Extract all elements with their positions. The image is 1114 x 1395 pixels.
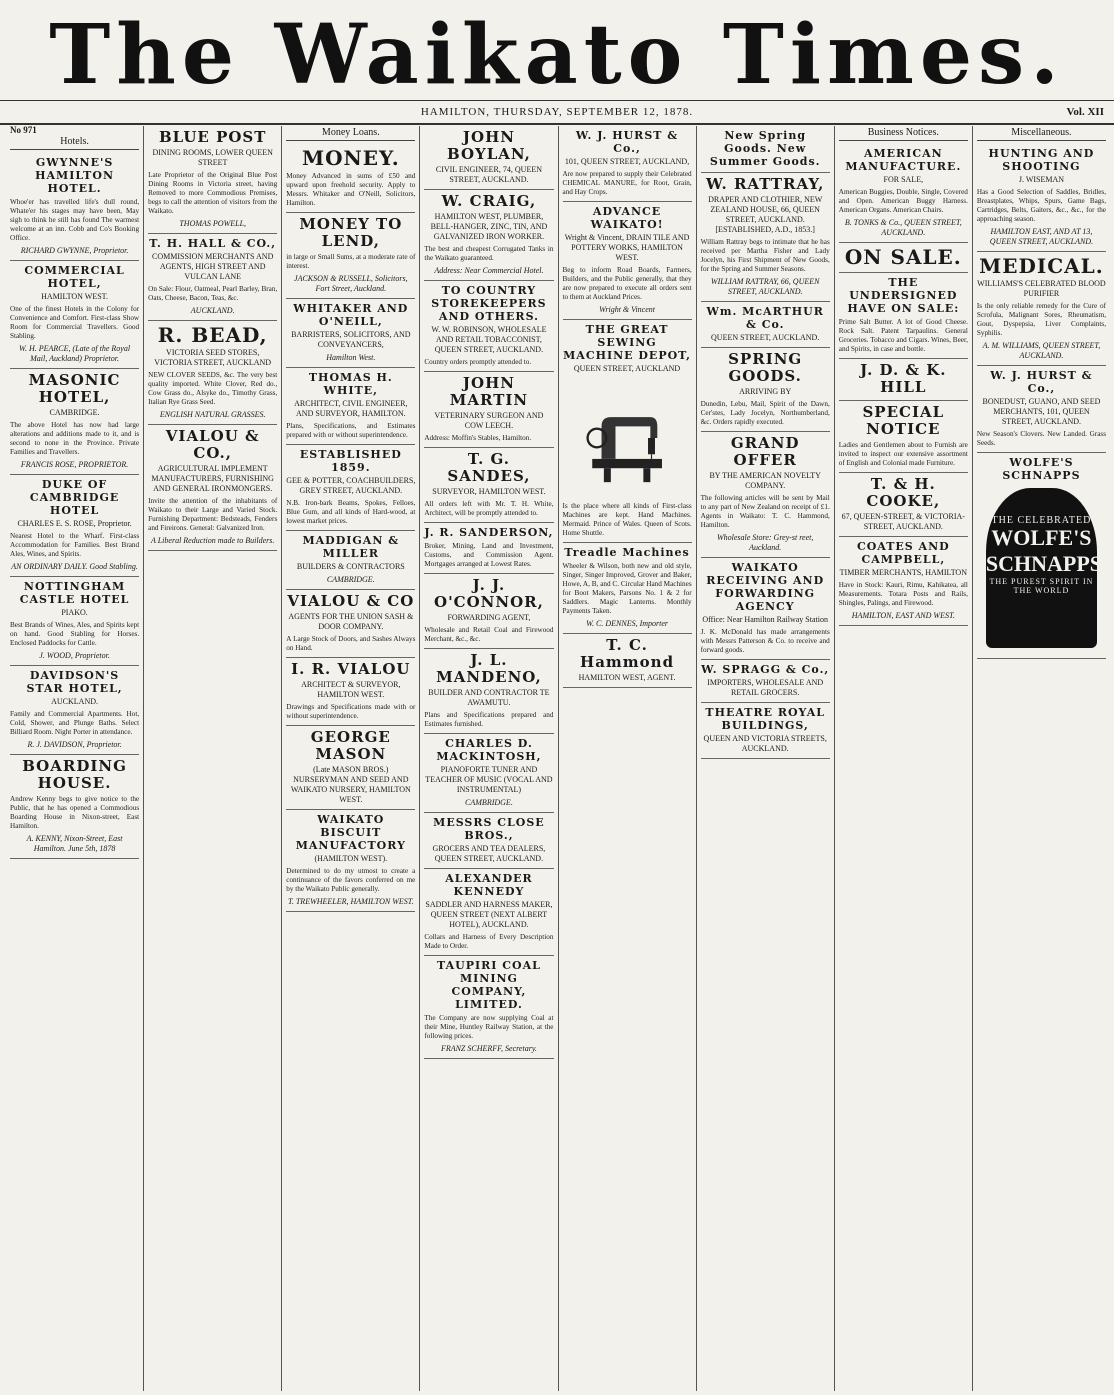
advertisement-body: Whoe'er has travelled life's dull round, Whate'er his stages may have been, May sigh to think he still has found The warmest welcome at an inn. Cobb and Co's Booking Office. (10, 198, 140, 243)
advertisement (839, 243, 968, 273)
advertisement-body: Family and Commercial Apartments. Hot, Cold, Shower, and Plunge Baths. Select Billiard Room. Night Porter in attendance. (10, 710, 140, 737)
advertisement-body: New Season's Clovers. New Landed. Grass Seeds. (976, 430, 1106, 447)
masthead (0, 0, 1114, 103)
advertisement-heading: WHITAKER AND O'NEILL, (293, 302, 409, 328)
advertisement-subheading: GROCERS AND TEA DEALERS, QUEEN STREET, AUCKLAND. (432, 844, 546, 863)
advertisement-signature: Address: Near Commercial Hotel. (434, 266, 544, 275)
advertisement-body: in large or Small Sums, at a moderate rate of interest. (286, 253, 416, 270)
advertisement-signature: HAMILTON EAST, AND AT 13, QUEEN STREET, AUCKLAND. (989, 227, 1094, 246)
advertisement-body: American Buggies, Double, Single, Covered and Open. American Buggy Harness. American Organs. American Chairs. (838, 188, 968, 214)
advertisement-signature: THOMAS POWELL, (179, 219, 247, 228)
advertisement (839, 473, 968, 537)
advertisement-body: Address: Moffin's Stables, Hamilton. (424, 434, 532, 442)
column-8 (972, 126, 1110, 1391)
advertisement (148, 126, 277, 234)
advertisement (701, 558, 830, 660)
advertisement (286, 144, 415, 213)
advertisement (839, 273, 968, 359)
advertisement-signature: JACKSON & RUSSELL, Solicitors, Fort Street, Auckland. (294, 274, 408, 293)
advertisement-subheading: HAMILTON WEST, PLUMBER, BELL-HANGER, ZINC, TIN, AND GALVANIZED IRON WORKER. (430, 212, 548, 241)
advertisement-body: Andrew Kenny begs to give notice to the Public, that he has opened a Commodious Boarding House in Nixon-street, East Hamilton. (10, 795, 140, 831)
advertisement-subheading: 101, QUEEN STREET, AUCKLAND, (564, 157, 690, 166)
advertisement-heading: GEORGE MASON (310, 728, 391, 763)
advertisement-subheading: WILLIAMS'S CELEBRATED BLOOD PURIFIER (977, 279, 1106, 298)
advertisement-subheading: 67, QUEEN-STREET, & VICTORIA-STREET, AUCKLAND. (841, 512, 965, 531)
advertisement (10, 369, 139, 475)
advertisement-heading: WAIKATO RECEIVING AND FORWARDING AGENCY (706, 561, 825, 613)
advertisement-subheading: QUEEN AND VICTORIA STREETS, AUCKLAND. (703, 734, 827, 753)
advertisement-subheading: FOR SALE, (883, 175, 924, 184)
advertisement-subheading: SADDLER AND HARNESS MAKER, QUEEN STREET (NEXT ALBERT HOTEL), AUCKLAND. (425, 900, 553, 929)
advertisement-subheading: Office: Near Hamilton Railway Station (702, 615, 828, 624)
advertisement (701, 302, 830, 348)
advertisement (10, 755, 139, 859)
advertisement-subheading: J. WISEMAN (1018, 175, 1065, 184)
advertisement-heading: JOHN MARTIN (449, 374, 529, 409)
advertisement-subheading: AUCKLAND. (51, 697, 98, 707)
advertisement-signature: Wholesale Store: Grey-st reet, Auckland. (716, 533, 814, 552)
schnapps-label-top: THE CELEBRATED (991, 515, 1092, 526)
advertisement-subheading: ARCHITECT & SURVEYOR, HAMILTON WEST. (301, 680, 401, 699)
advertisement-subheading: DRAPER AND CLOTHIER, NEW ZEALAND HOUSE, 66, QUEEN STREET, AUCKLAND. [ESTABLISHED, A.D., 1853.] (708, 195, 823, 234)
advertisement-heading: J. J. O'CONNOR, (434, 576, 544, 611)
advertisement-subheading: VICTORIA SEED STORES, VICTORIA STREET, AUCKLAND (154, 348, 272, 367)
advertisement-signature: FRANZ SCHERFF, Secretary. (440, 1044, 537, 1053)
advertisement-heading: Wm. McARTHUR & Co. (706, 305, 824, 331)
advertisement (424, 574, 553, 649)
advertisement (563, 543, 692, 634)
advertisement-heading: GWYNNE'S HAMILTON HOTEL. (35, 156, 115, 196)
advertisement-subheading: W. W. ROBINSON, WHOLESALE AND RETAIL TOBACCONIST, QUEEN STREET, AUCKLAND. (431, 325, 547, 354)
column-heading: Hotels. (10, 135, 139, 150)
advertisement (839, 401, 968, 473)
advertisement (10, 666, 139, 755)
column-heading: Miscellaneous. (977, 126, 1106, 141)
dateline-bar (0, 100, 1114, 125)
advertisement-body: Is the place where all kinds of First-class Machines are kept. Hand Machines. Mermaid. Prince of Wales. Queen of Scots. Home Shuttle. (562, 502, 692, 537)
advertisement (10, 577, 139, 666)
advertisement (424, 126, 553, 190)
advertisement-body: The following articles will be sent by Mail to any part of New Zealand on receipt of £1. Agents in Waikato: T. C. Hammond, Hamilton. (700, 494, 830, 529)
advertisement (701, 348, 830, 432)
advertisement (839, 359, 968, 401)
advertisement-body: A Large Stock of Doors, and Sashes Always on Hand. (286, 635, 416, 652)
advertisement-body: J. K. McDonald has made arrangements with Messrs Patterson & Co. to receive and forward goods. (700, 628, 830, 654)
advertisement-heading: W. RATTRAY, (705, 175, 825, 193)
advertisement (286, 658, 415, 726)
advertisement-heading: MASONIC HOTEL, (28, 371, 121, 407)
advertisement (563, 320, 692, 543)
advertisement-heading: DUKE OF CAMBRIDGE HOTEL (29, 478, 120, 518)
advertisement-signature: WILLIAM RATTRAY, 66, QUEEN STREET, AUCKLAND. (710, 277, 820, 296)
advertisement-subheading: ARRIVING BY (739, 387, 792, 396)
newspaper-title: The Waikato Times. (49, 7, 1065, 103)
advertisement-subheading: BUILDER AND CONTRACTOR TE AWAMUTU. (428, 688, 550, 707)
advertisement-signature: W. C. DENNES, Importer (586, 619, 669, 628)
advertisement-heading: WAIKATO BISCUIT MANUFACTORY (295, 813, 406, 852)
advertisement (148, 321, 277, 425)
dateline-text: HAMILTON, THURSDAY, SEPTEMBER 12, 1878. (420, 106, 694, 118)
advertisement-body: All orders left with Mr. T. H. White, Architect, will be promptly attended to. (424, 500, 554, 517)
advertisement-subheading: SURVEYOR, HAMILTON WEST. (432, 487, 546, 496)
column-7 (834, 126, 972, 1391)
column-4 (419, 126, 557, 1391)
advertisement (286, 299, 415, 368)
advertisement-signature: A. M. WILLIAMS, QUEEN STREET, AUCKLAND. (982, 341, 1101, 360)
advertisement-body: William Rattray begs to intimate that he has received per Martha Fisher and Lady Jocelyn, his First Shipment of New Goods, for the Spring and Summer Seasons. (700, 238, 830, 273)
column-6 (696, 126, 834, 1391)
advertisement-heading: T. H. HALL & CO., (149, 237, 277, 250)
advertisement-body: The best and cheapest Corrugated Tanks in the Waikato guaranteed. (424, 245, 554, 262)
advertisement-body: Have in Stock: Kauri, Rimu, Kahikatea, all Measurements. Totara Posts and Rails, Shingles, Palings, and Firewood. (838, 581, 968, 607)
advertisement-heading: W. J. HURST & Co., (990, 369, 1093, 395)
advertisement-heading: AMERICAN MANUFACTURE. (845, 147, 962, 173)
advertisement-subheading: CIVIL ENGINEER, 74, QUEEN STREET, AUCKLAND. (435, 165, 542, 184)
advertisement-body: Beg to inform Road Boards, Farmers, Builders, and the Public generally, that they are now prepared to execute all orders sent to them at Auckland Prices. (562, 266, 692, 301)
column-heading: Business Notices. (839, 126, 968, 141)
advertisement-heading: Treadle Machines (564, 546, 690, 559)
advertisement-body: Nearest Hotel to the Wharf. First-class Accommodation for Families. Best Brand Ales, Wines, and Spirits. (10, 532, 140, 559)
advertisement (424, 649, 553, 734)
advertisement-heading: R. BEAD, (157, 323, 268, 347)
advertisement (424, 281, 553, 372)
advertisement-signature: Hamilton West. (326, 353, 376, 362)
advertisement-subheading: BY THE AMERICAN NOVELTY COMPANY. (709, 471, 821, 490)
advertisement-body: Country orders promptly attended to. (424, 358, 532, 366)
advertisement (563, 126, 692, 202)
advertisement (701, 126, 830, 173)
column-2 (143, 126, 281, 1391)
advertisement (286, 726, 415, 810)
advertisement-subheading: BONEDUST, GUANO, AND SEED MERCHANTS, 101, QUEEN STREET, AUCKLAND. (982, 397, 1101, 426)
advertisement-heading: BLUE POST (158, 128, 267, 146)
advertisement-subheading: Wright & Vincent, DRAIN TILE AND POTTERY WORKS, HAMILTON WEST. (564, 233, 690, 262)
advertisement-heading: I. R. VIALOU (291, 660, 411, 678)
advertisement (977, 144, 1106, 252)
advertisement-heading: New Spring Goods. New Summer Goods. (709, 129, 821, 168)
advertisement-signature: W. H. PEARCE, (Late of the Royal Mail, Auckland) Proprietor. (19, 344, 131, 364)
advertisement-heading: W. CRAIG, (441, 192, 537, 210)
advertisement-signature: A. KENNY, Nixon-Street, East Hamilton. June 5th, 1878 (26, 834, 123, 854)
advertisement-body: Wheeler & Wilson, both new and old style, Singer, Singer Improved, Grover and Baker, Howe, A, B, and C. Circular Hand Machines for Boot Makers, Parsons No. 1 & 2 for Saddlers. Magic Lanterns. Monthly Payments Taken. (562, 562, 692, 615)
advertisement (286, 810, 415, 912)
advertisement-heading: GRAND OFFER (730, 434, 800, 469)
advertisement (701, 173, 830, 302)
advertisement-heading: DAVIDSON'S STAR HOTEL, (26, 669, 123, 696)
advertisement-heading: CHARLES D. MACKINTOSH, (436, 737, 542, 763)
advertisement (148, 425, 277, 551)
advertisement (977, 366, 1106, 453)
advertisement-heading: VIALOU & CO., (165, 427, 260, 462)
issue-number: No 971 (10, 126, 37, 135)
advertisement-subheading: HAMILTON WEST, AGENT. (578, 673, 676, 682)
advertisement (977, 252, 1106, 366)
advertisement-subheading: PIANOFORTE TUNER AND TEACHER OF MUSIC (VOCAL AND INSTRUMENTAL) (425, 765, 553, 794)
schnapps-label-name: WOLFE'S SCHNAPPS (985, 525, 1103, 577)
column-1 (6, 126, 143, 1391)
advertisement (424, 869, 553, 956)
advertisement-subheading: CHARLES E. S. ROSE, Proprietor. (17, 519, 132, 529)
advertisement-subheading: QUEEN STREET, AUCKLAND (573, 364, 681, 373)
advertisement-heading: J. D. & K. HILL (860, 361, 947, 396)
advertisement-heading: MEDICAL. (979, 254, 1104, 278)
advertisement-subheading: (HAMILTON WEST). (314, 854, 388, 863)
advertisement-subheading: IMPORTERS, WHOLESALE AND RETAIL GROCERS. (707, 678, 824, 697)
advertisement-body: Drawings and Specifications made with or without superintendence. (286, 703, 416, 720)
advertisement-subheading: AGENTS FOR THE UNION SASH & DOOR COMPANY. (288, 612, 414, 631)
advertisement-subheading: QUEEN STREET, AUCKLAND. (711, 333, 820, 342)
column-heading: Money Loans. (286, 126, 415, 141)
advertisement-body: Ladies and Gentlemen about to Furnish are invited to inspect our extensive assortment of English and Colonial made Furniture. (838, 441, 968, 467)
advertisement (839, 144, 968, 243)
advertisement (424, 734, 553, 813)
advertisement-body: Determined to do my utmost to create a continuance of the favors conferred on me by the Waikato Public generally. (286, 867, 416, 893)
advertisement-body: N.B. Iron-bark Beams, Spokes, Felloes, Blue Gum, and all kinds of Hard-wood, at lowest market prices. (286, 499, 416, 525)
advertisement-subheading: (Late MASON BROS.) NURSERYMAN AND SEED AND WAIKATO NURSERY, HAMILTON WEST. (290, 765, 411, 804)
advertisement-heading: MESSRS CLOSE BROS., (433, 816, 545, 842)
advertisement-body: Broker, Mining, Land and Investment, Customs, and Commission Agent. Mortgages arranged at Lowest Rates. (424, 542, 554, 568)
advertisement-signature: RICHARD GWYNNE, Proprietor. (20, 246, 129, 256)
advertisement-subheading: FORWARDING AGENT, (447, 613, 531, 622)
advertisement-heading: VIALOU & CO (287, 592, 415, 610)
advertisement (701, 432, 830, 558)
schnapps-label-bottom: THE PUREST SPIRIT IN THE WORLD (989, 577, 1094, 596)
advertisement-subheading: TIMBER MERCHANTS, HAMILTON (839, 568, 967, 577)
advertisement-body: The Company are now supplying Coal at their Mine, Huntley Railway Station, at the following prices. (424, 1014, 554, 1040)
advertisement-signature: CAMBRIDGE. (326, 575, 375, 584)
advertisement-heading: THOMAS H. WHITE, (308, 371, 393, 397)
advertisement-signature: AN ORDINARY DAILY. Good Stabling. (11, 562, 138, 572)
advertisement-signature: CAMBRIDGE. (465, 798, 513, 807)
advertisement-heading: THE GREAT SEWING MACHINE DEPOT, (563, 323, 691, 362)
advertisement-subheading: BUILDERS & CONTRACTORS (296, 562, 405, 571)
advertisement-heading: TAUPIRI COAL MINING COMPANY, LIMITED. (437, 959, 541, 1011)
advertisement-body: Dunedin, Lebu, Mail, Spirit of the Dawn, Cer'stes, Lady Jocelyn, Northumberland, &c. Orders rapidly executed. (700, 400, 830, 426)
advertisement-subheading: CAMBRIDGE. (49, 408, 100, 418)
advertisement (148, 234, 277, 321)
advertisement (424, 956, 553, 1059)
advertisement-heading: THE UNDERSIGNED HAVE ON SALE: (847, 276, 960, 315)
column-5 (558, 126, 696, 1391)
advertisement-signature: FRANCIS ROSE, PROPRIETOR. (20, 460, 129, 470)
advertisement (424, 523, 553, 574)
advertisement-signature: HAMILTON, EAST AND WEST. (851, 611, 955, 620)
advertisement-heading: HUNTING AND SHOOTING (988, 147, 1095, 173)
advertisement-heading: SPECIAL NOTICE (862, 403, 945, 438)
advertisement (286, 531, 415, 590)
advertisement-body: Collars and Harness of Every Description Made to Order. (424, 933, 554, 950)
advertisement-heading: NOTTINGHAM CASTLE HOTEL (19, 580, 130, 607)
advertisement-heading: THEATRE ROYAL BUILDINGS, (705, 706, 825, 732)
advertisement-heading: SPRING GOODS. (728, 350, 803, 385)
advertisement-heading: T. G. SANDES, (447, 450, 531, 485)
advertisement-body: Money Advanced in sums of £50 and upward upon freehold security. Apply to Messrs. Whitaker and O'Neill, Solicitors, Hamilton. (286, 172, 416, 207)
advertisement (286, 590, 415, 658)
advertisement-body: Plans and Specifications prepared and Estimates furnished. (424, 711, 554, 728)
advertisement-heading: ESTABLISHED 1859. (299, 448, 402, 474)
advertisement-heading: COMMERCIAL HOTEL, (24, 264, 125, 291)
advertisement-signature: J. WOOD, Proprietor. (39, 651, 110, 661)
advertisement (424, 813, 553, 869)
advertisement-signature: R. J. DAVIDSON, Proprietor. (27, 740, 122, 750)
advertisement-heading: W. J. HURST & Co., (575, 129, 679, 155)
advertisement-heading: MADDIGAN & MILLER (302, 534, 400, 560)
advertisement-subheading: AGRICULTURAL IMPLEMENT MANUFACTURERS, FURNISHING AND GENERAL IRONMONGERS. (151, 464, 274, 493)
advertisement-body: Wholesale and Retail Coal and Firewood Merchant, &c., &c. (424, 626, 554, 643)
advertisement-body: Plans, Specifications, and Estimates prepared with or without superintendence. (286, 422, 416, 439)
advertisement-subheading: HAMILTON WEST. (41, 292, 108, 302)
advertisement (286, 445, 415, 531)
advertisement (10, 475, 139, 577)
advertisement-subheading: COMMISSION MERCHANTS AND AGENTS, HIGH STREET AND VULCAN LANE (152, 252, 274, 281)
advertisement-heading: MONEY TO LEND, (299, 215, 403, 250)
advertisement-body: One of the finest Hotels in the Colony for Convenience and Comfort. First-class Show Room for Commercial Travellers. Good Stabling. (10, 305, 140, 341)
advertisement (10, 261, 139, 369)
advertisement (424, 448, 553, 523)
advertisement-signature: T. TREWHEELER, HAMILTON WEST. (288, 897, 414, 906)
advertisement (977, 453, 1106, 659)
advertisement (424, 372, 553, 448)
advertisement-heading: T. C. Hammond (580, 636, 675, 671)
advertisement-heading: ON SALE. (844, 245, 962, 269)
advertisement-body: Are now prepared to supply their Celebrated CHEMICAL MANURE, for Root, Grain, and Hay Crops. (562, 170, 692, 196)
advertisement-body: The above Hotel has now had large alterations and additions made to it, and is second to none in the Province. Private Families and Travellers. (10, 421, 140, 457)
advertisement-heading: J. R. SANDERSON, (424, 526, 554, 539)
sewing-machine-illustration (569, 378, 685, 498)
advertisement-subheading: PIAKO. (61, 608, 88, 618)
advertisement-signature: B. TONKS & Co., QUEEN STREET, AUCKLAND. (844, 218, 962, 237)
advertisement-signature: Wright & Vincent (599, 305, 655, 314)
advertisement-body: Has a Good Selection of Saddles, Bridles, Breastplates, Whips, Spurs, Game Bags, Cartridges, Belts, Gaiters, &c., &c., for the approaching season. (976, 188, 1106, 223)
advertisement-heading: W. SPRAGG & Co., (701, 663, 830, 676)
advertisement (424, 190, 553, 281)
advertisement-body: Late Proprietor of the Original Blue Post Dining Rooms in Victoria street, having Removed to more Commodious Premises, begs to call the attention of visitors from the Waikato. (148, 171, 278, 215)
advertisement-signature: AUCKLAND. (190, 306, 235, 315)
advertisement-subheading: GEE & POTTER, COACHBUILDERS, GREY STREET, AUCKLAND. (286, 476, 416, 495)
advertisement-heading: ALEXANDER KENNEDY (445, 872, 533, 898)
advertisement-heading: MONEY. (301, 146, 400, 170)
advertisement-body: Invite the attention of the inhabitants of Waikato to their Large and Varied Stock. Furnishing Department: Bedsteads, Fenders and Fireirons. General: Galvanized Iron. (148, 497, 278, 532)
advertisement (701, 703, 830, 759)
advertisement-signature: A Liberal Reduction made to Builders. (150, 536, 275, 545)
advertisement-subheading: DINING ROOMS, LOWER QUEEN STREET (152, 148, 273, 167)
advertisement-body: On Sale: Flour, Oatmeal, Pearl Barley, Bran, Oats, Cheese, Bacon, Teas, &c. (148, 285, 278, 302)
advertisement-heading: ADVANCE WAIKATO! (590, 205, 664, 231)
advertisement-subheading: BARRISTERS, SOLICITORS, AND CONVEYANCERS, (291, 330, 411, 349)
advertisement-heading: WOLFE'S SCHNAPPS (1002, 456, 1081, 482)
advertisement-body: Is the only reliable remedy for the Cure of Scrofula, Malignant Sores, Rheumatism, Gout, Dyspepsia, Liver Complaints, Syphilis. (976, 302, 1106, 337)
column-3 (281, 126, 419, 1391)
advertisement-heading: T. & H. COOKE, (866, 475, 941, 510)
advertisement-heading: TO COUNTRY STOREKEEPERS AND OTHERS. (431, 284, 547, 323)
advertisement (839, 537, 968, 626)
advertisement (563, 634, 692, 688)
advertisement (563, 202, 692, 320)
advertisement (286, 368, 415, 445)
advertisement-signature: ENGLISH NATURAL GRASSES. (159, 410, 266, 419)
volume-number: Vol. XII (1066, 106, 1104, 118)
schnapps-label-illustration (985, 488, 1103, 648)
advertisement-subheading: ARCHITECT, CIVIL ENGINEER, AND SURVEYOR, HAMILTON. (294, 399, 408, 418)
advertisement-columns (6, 126, 1110, 1391)
advertisement (10, 153, 139, 261)
advertisement (286, 213, 415, 299)
advertisement-body: Best Brands of Wines, Ales, and Spirits kept on hand. Good Stabling for Horses. Enclosed Paddocks for Cattle. (10, 621, 140, 648)
advertisement-body: NEW CLOVER SEEDS, &c. The very best quality imported. White Clover, Red do., Cow Grass do., Alsyke do., Timothy Grass, Italian Rye Grass Seed. (148, 371, 278, 406)
advertisement-heading: JOHN BOYLAN, (446, 128, 531, 163)
advertisement-heading: J. L. MANDENO, (436, 651, 542, 686)
advertisement-heading: BOARDING HOUSE. (22, 757, 127, 793)
advertisement (701, 660, 830, 703)
advertisement-heading: COATES AND CAMPBELL, (856, 540, 950, 566)
advertisement-body: Prime Salt Butter. A lot of Good Cheese. Rock Salt. Patent Tarpaulins. General Groceries. Tobacco and Cigars. Wines, Beer, and Spirits, in case and bottle. (838, 318, 968, 353)
advertisement-subheading: VETERINARY SURGEON AND COW LEECH. (434, 411, 544, 430)
